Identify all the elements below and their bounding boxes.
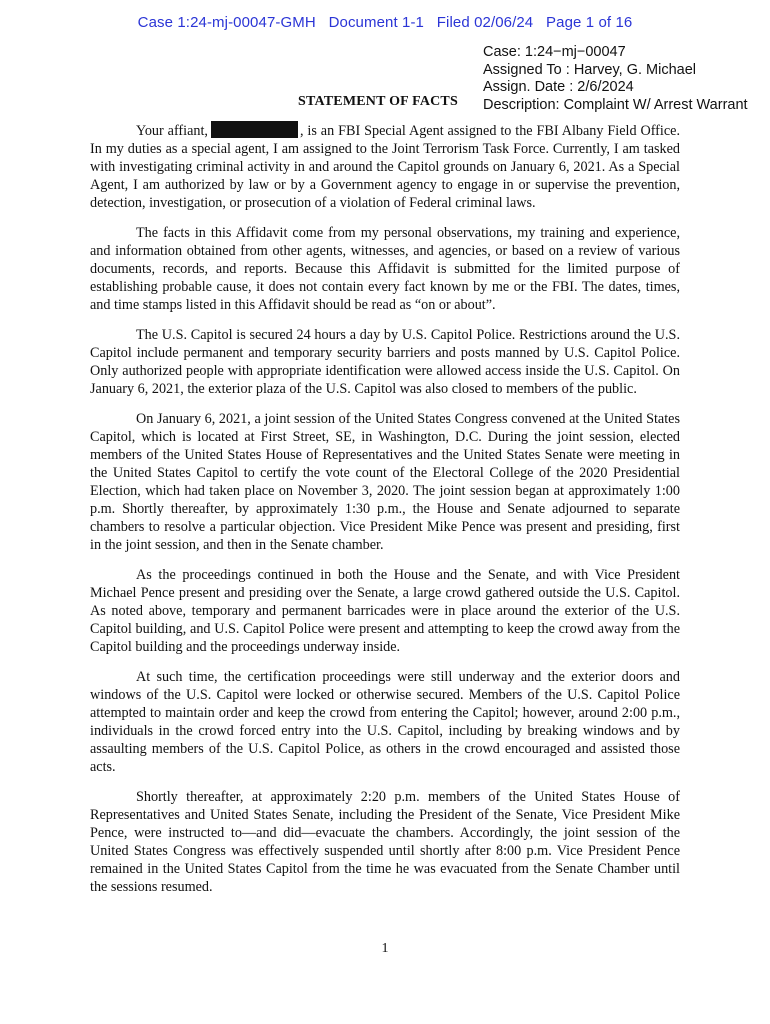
case-description: Description: Complaint W/ Arrest Warrant — [483, 96, 748, 113]
paragraph-evacuation: Shortly thereafter, at approximately 2:20 p.m. members of the United States House of Representatives and United States Senate, including the President of the Senate, Vice President Mike Pence, were instructed to—and did—evacuate the chambers. Accordingly, the joint session of the United States Congress was effectively suspended until shortly after 8:00 p.m. Vice President Pence remained in the United States Capitol from the time he was evacuated from the Senate Chamber until the sessions resumed. — [90, 789, 680, 895]
assigned-judge: Assigned To : Harvey, G. Michael — [483, 61, 697, 78]
paragraph-crowd: As the proceedings continued in both the House and the Senate, and with Vice President Michael Pence present and presiding over the Senate, a large crowd gathered outside the U.S. Capitol. As noted above, temporary and permanent barricades were in place around the exterior of the U.S. Capitol building, and U.S. Capitol Police were present and attempting to keep the crowd away from the Capitol building and the proceedings underway inside. — [90, 567, 680, 655]
redaction-block — [211, 121, 298, 138]
ecf-filing-header: Case 1:24-mj-00047-GMH Document 1-1 Filed 02/06/24 Page 1 of 16 — [137, 14, 633, 31]
paragraph-capitol-security: The U.S. Capitol is secured 24 hours a day by U.S. Capitol Police. Restrictions around the U.S. Capitol include permanent and temporary security barriers and posts manned by U.S. Capitol Police. Only authorized people with appropriate identification were allowed access inside the U.S. Capitol. On January 6, 2021, the exterior plaza of the U.S. Capitol was also closed to members of the public. — [90, 327, 680, 397]
document-title: STATEMENT OF FACTS — [298, 94, 458, 109]
paragraph-affiant-rest: , is an FBI Special Agent assigned to the FBI Albany Field Office. In my duties as a special agent, I am assigned to the Joint Terrorism Task Force. Currently, I am tasked with investigating criminal activity in and around the Capitol grounds on January 6, 2021. As a Special Agent, I am authorized by law or by a Government agency to engage in or supervise the prevention, detection, investigation, or prosecution of a violation of Federal criminal laws. — [90, 123, 680, 211]
page-number: 1 — [381, 941, 389, 956]
paragraph-affiant — [90, 121, 680, 213]
paragraph-joint-session: On January 6, 2021, a joint session of the United States Congress convened at the United States Capitol, which is located at First Street, SE, in Washington, D.C. During the joint session, elected members of the United States House of Representatives and the United States Senate were meeting in the United States Capitol to certify the vote count of the Electoral College of the 2020 Presidential Election, which had taken place on November 3, 2020. The joint session began at approximately 1:00 p.m. Shortly thereafter, by approximately 1:30 p.m., the House and Senate adjourned to separate chambers to resolve a particular objection. Vice President Mike Pence was present and presiding, first in the joint session, and then in the Senate chamber. — [90, 411, 680, 553]
paragraph-forced-entry: At such time, the certification proceedings were still underway and the exterior doors and windows of the U.S. Capitol were locked or otherwise secured. Members of the U.S. Capitol Police attempted to maintain order and keep the crowd from entering the Capitol; however, around 2:00 p.m., individuals in the crowd forced entry into the U.S. Capitol, including by breaking windows and by assaulting members of the U.S. Capitol Police, as others in the crowd encouraged and assisted those acts. — [90, 669, 680, 775]
case-assignment-stamp — [483, 44, 748, 114]
statement-body — [90, 121, 680, 910]
case-number: Case: 1:24−mj−00047 — [483, 44, 626, 60]
assign-date: Assign. Date : 2/6/2024 — [483, 79, 634, 95]
paragraph-sources: The facts in this Affidavit come from my personal observations, my training and experience, and information obtained from other agents, witnesses, and agencies, or based on a review of various documents, records, and reports. Because this Affidavit is submitted for the limited purpose of establishing probable cause, it does not contain every fact known by me or the FBI. The dates, times, and time stamps listed in this Affidavit should be read as “on or about”. — [90, 225, 680, 313]
paragraph-affiant-lead: Your affiant, — [136, 123, 208, 139]
